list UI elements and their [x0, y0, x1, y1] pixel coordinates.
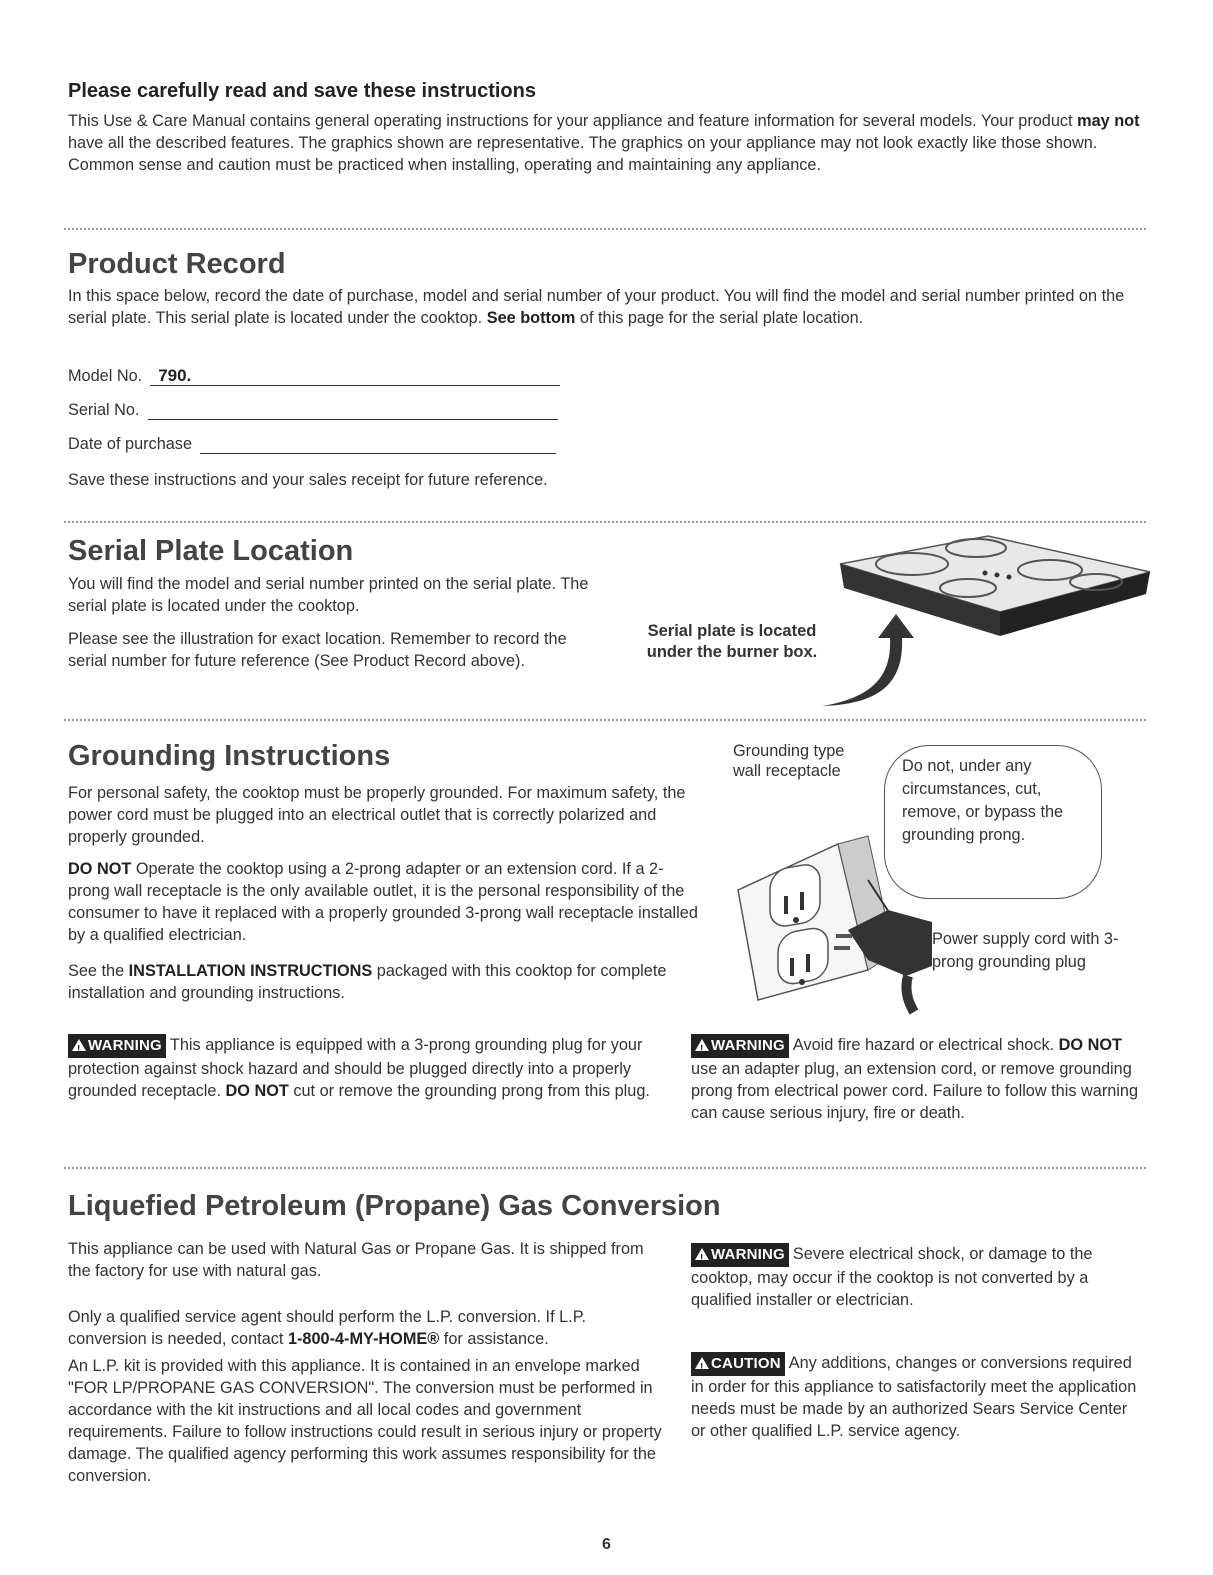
warning-badge-label: WARNING	[711, 1037, 785, 1054]
warn1-text-a: This appliance is equipped with a 3-prong grounding plug for your protection against shock hazard and should be plugged directly into a properly grounded receptacle.	[68, 1036, 643, 1100]
warn2-text-b: use an adapter plug, an extension cord, or remove grounding prong from electrical power cord. Failure to follow this warning can cause serious injury, fire or death.	[691, 1060, 1139, 1122]
lp-heading: Liquefied Petroleum (Propane) Gas Conversion	[68, 1190, 721, 1222]
grounding-heading: Grounding Instructions	[68, 740, 391, 772]
warning-badge	[691, 1034, 789, 1058]
divider	[64, 228, 1146, 230]
model-field[interactable]: 790.	[150, 366, 560, 386]
caution-badge	[691, 1352, 785, 1376]
pr-text-1: In this space below, record the date of purchase, model and serial number of your product. You will find the model and serial number printed on the serial plate. This serial plate is located under the cooktop.	[68, 287, 1125, 327]
product-record-paragraph	[68, 285, 1148, 329]
grounding-warning-2	[691, 1034, 1151, 1124]
warning-triangle-icon	[695, 1039, 709, 1051]
intro-heading: Please carefully read and save these instructions	[68, 80, 536, 102]
warn2-text-a: Avoid fire hazard or electrical shock.	[792, 1036, 1059, 1054]
date-field[interactable]	[200, 434, 556, 454]
warning-badge	[68, 1034, 166, 1058]
serial-number-row	[68, 400, 558, 420]
lp-warning	[691, 1243, 1146, 1311]
serial-plate-p1: You will find the model and serial number printed on the serial plate. The serial plate is located under the cooktop.	[68, 575, 589, 615]
pr-text-2: of this page for the serial plate location.	[575, 309, 864, 327]
model-number-row	[68, 366, 560, 386]
warning-triangle-icon	[72, 1039, 86, 1051]
grounding-p3	[68, 960, 700, 1004]
lp-p2-text-b: for assistance.	[439, 1330, 549, 1348]
lp-p2-text-a: Only a qualified service agent should perform the L.P. conversion. If L.P. conversion is needed, contact	[68, 1308, 586, 1348]
date-label: Date of purchase	[68, 435, 192, 453]
grounding-p2	[68, 858, 700, 946]
lp-warning-text: Severe electrical shock, or damage to the cooktop, may occur if the cooktop is not converted by a qualified installer or electrician.	[691, 1245, 1093, 1309]
serial-plate-p2: Please see the illustration for exact location. Remember to record the serial number for future reference (See Product Record above).	[68, 630, 567, 670]
grounding-p2-text: Operate the cooktop using a 2-prong adapter or an extension cord. If a 2-prong wall receptacle is the only available outlet, it is the personal responsibility of the consumer to have it replaced with a properly grounded 3-prong wall receptacle installed by a qualified electrician.	[68, 860, 698, 944]
warn2-bold: DO NOT	[1058, 1036, 1122, 1054]
product-record-heading: Product Record	[68, 248, 286, 280]
divider	[64, 521, 1146, 523]
intro-paragraph	[68, 110, 1148, 176]
grounding-p3-text-b: packaged with this cooktop for complete installation and grounding instructions.	[68, 962, 667, 1002]
lp-caution-text: Any additions, changes or conversions required in order for this appliance to satisfactorily meet the application needs must be made by an authorized Sears Service Center or other qualified L.P. service agency.	[691, 1354, 1137, 1440]
lp-p2	[68, 1306, 668, 1350]
warn1-bold: DO NOT	[225, 1082, 289, 1100]
lp-p3: An L.P. kit is provided with this appliance. It is contained in an envelope marked "FOR LP/PROPANE GAS CONVERSION". The conversion must be performed in accordance with the kit instructions and all local codes and government requirements. Failure to follow instructions could result in serious injury or property damage. The qualified agency performing this work assumes responsibility for the conversion.	[68, 1357, 662, 1485]
grounding-p1: For personal safety, the cooktop must be properly grounded. For maximum safety, the power cord must be plugged into an electrical outlet that is correctly polarized and properly grounded.	[68, 784, 686, 846]
purchase-date-row	[68, 434, 556, 454]
page-number: 6	[602, 1536, 611, 1553]
serial-label: Serial No.	[68, 401, 140, 419]
grounding-p3-bold: INSTALLATION INSTRUCTIONS	[128, 962, 373, 980]
model-label: Model No.	[68, 367, 143, 385]
divider	[64, 1167, 1146, 1169]
label-power-cord: Power supply cord with 3-prong grounding plug	[932, 930, 1119, 971]
grounding-warning-1	[68, 1034, 668, 1102]
warning-badge-label: WARNING	[711, 1246, 785, 1263]
intro-bold: may not	[1077, 112, 1140, 130]
lp-caution	[691, 1352, 1146, 1442]
lp-p1: This appliance can be used with Natural Gas or Propane Gas. It is shipped from the factory for use with natural gas.	[68, 1240, 644, 1280]
serial-field[interactable]	[148, 400, 558, 420]
warning-badge-label: WARNING	[88, 1037, 162, 1054]
grounding-p2-bold: DO NOT	[68, 860, 132, 878]
warn1-text-b: cut or remove the grounding prong from this plug.	[288, 1082, 650, 1100]
label-receptacle: Grounding type wall receptacle	[733, 742, 845, 780]
pr-bold: See bottom	[486, 309, 576, 327]
warning-badge	[691, 1243, 789, 1267]
warning-triangle-icon	[695, 1248, 709, 1260]
intro-text-1: This Use & Care Manual contains general operating instructions for your appliance and feature information for several models. Your product	[68, 112, 1078, 130]
intro-text-2: have all the described features. The graphics shown are representative. The graphics on your appliance may not look exactly like those shown. Common sense and caution must be practiced when installing, operating and maintaining any appliance.	[68, 134, 1098, 174]
serial-plate-heading: Serial Plate Location	[68, 535, 354, 567]
label-do-not: Do not, under any circumstances, cut, remove, or bypass the grounding prong.	[902, 757, 1064, 844]
grounding-p3-text-a: See the	[68, 962, 129, 980]
lp-phone: 1-800-4-MY-HOME®	[287, 1330, 440, 1348]
divider	[64, 719, 1146, 721]
serial-plate-callout: Serial plate is located under the burner box.	[646, 622, 818, 661]
caution-triangle-icon	[695, 1357, 709, 1369]
cooktop-illustration	[800, 528, 1160, 708]
save-note: Save these instructions and your sales receipt for future reference.	[68, 471, 548, 489]
caution-badge-label: CAUTION	[711, 1355, 781, 1372]
